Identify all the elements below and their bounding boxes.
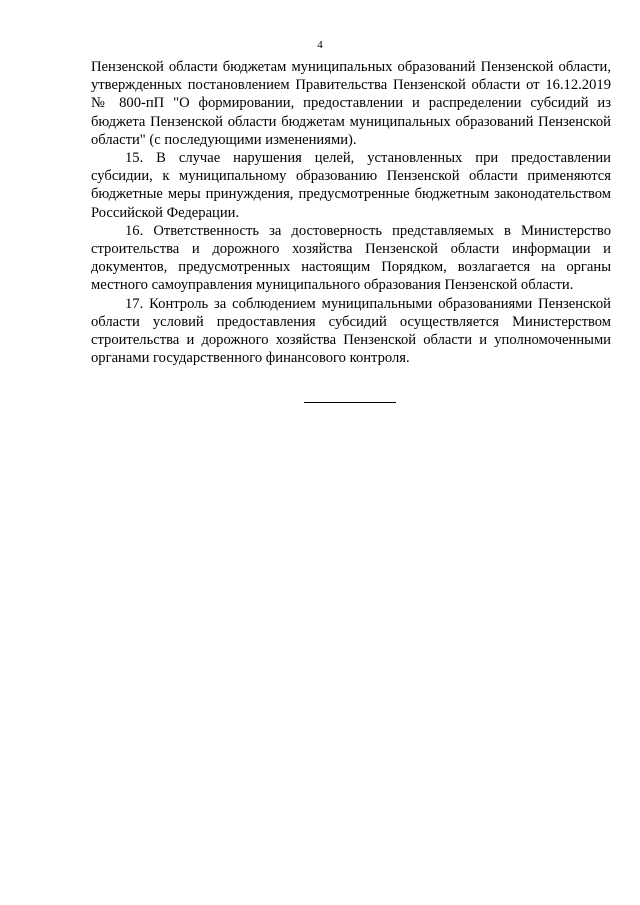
paragraph-continuation: Пензенской области бюджетам муниципальных образований Пензенской области, утвержденных постановлением Правительства Пензенской области от 16.12.2019 № 800-пП "О формировании, предоставлении и распределении субсидий из бюджета Пензенской области бюджетам муниципальных образований Пензенской области" (с последующими изменениями). (91, 59, 611, 148)
page-number: 4 (317, 39, 323, 51)
end-separator-line (304, 402, 396, 403)
paragraph-15: 15. В случае нарушения целей, установленных при предоставлении субсидии, к муниципальному образованию Пензенской области применяются бюджетные меры принуждения, предусмотренные бюджетным законодательством Российской Федерации. (91, 150, 611, 221)
paragraph-17: 17. Контроль за соблюдением муниципальными образованиями Пензенской области условий предоставления субсидий осуществляется Министерством строительства и дорожного хозяйства Пензенской области и уполномоченными органами государственного финансового контроля. (91, 295, 611, 367)
paragraph-16: 16. Ответственность за достоверность представляемых в Министерство строительства и дорожного хозяйства Пензенской области информации и документов, предусмотренных настоящим Порядком, возлагается на органы местного самоуправления муниципального образования Пензенской области. (91, 222, 611, 294)
document-body (91, 58, 611, 367)
